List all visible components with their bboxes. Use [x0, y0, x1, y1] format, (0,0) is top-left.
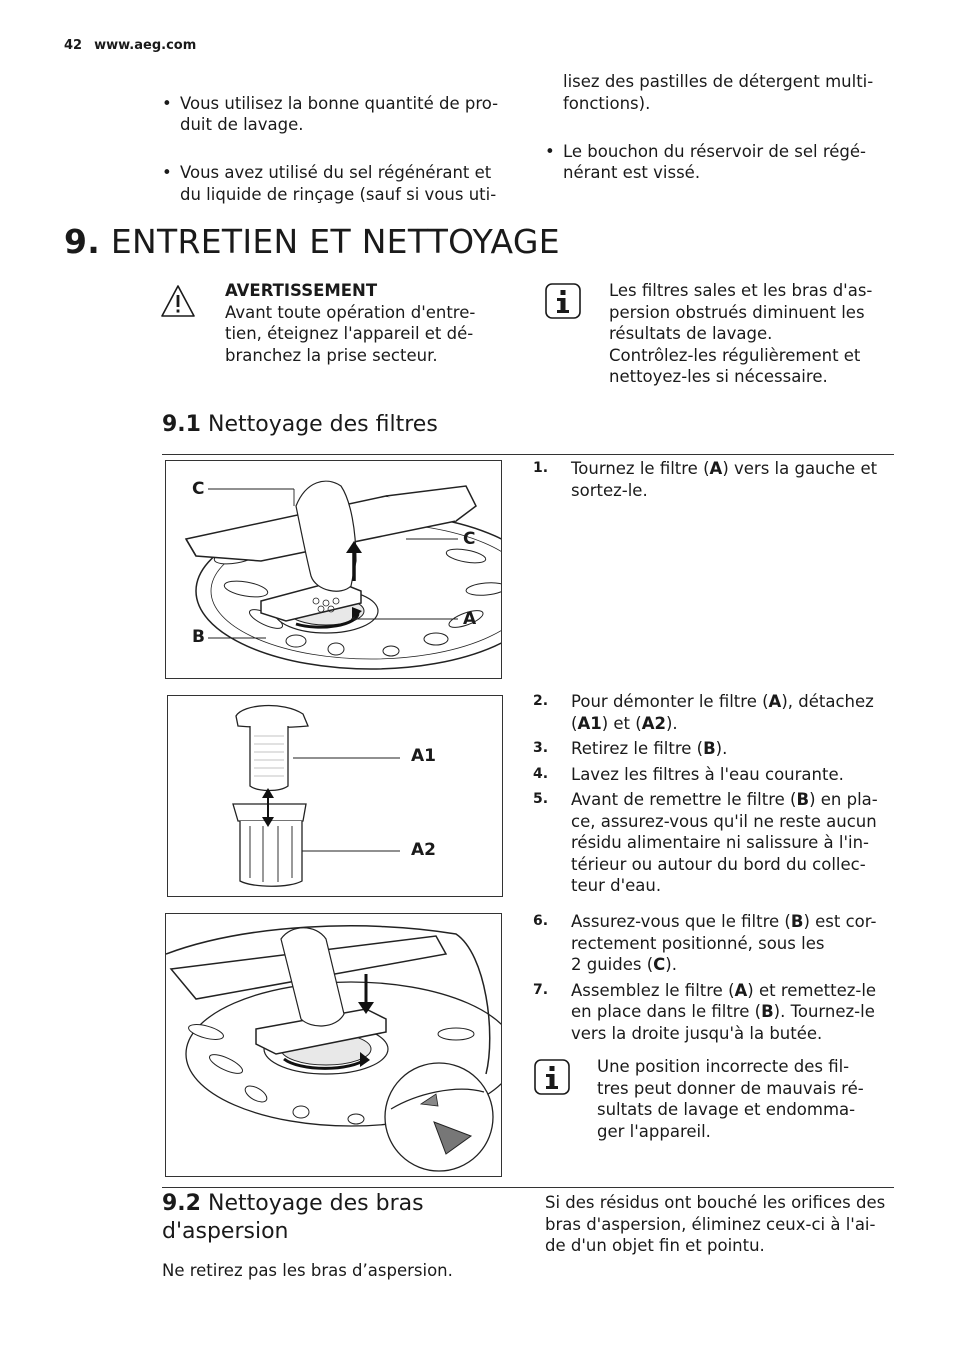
- label-a2: A2: [411, 840, 436, 860]
- subsection-title: [162, 411, 438, 439]
- step-item: 4. Lavez les filtres à l'eau courante.: [533, 764, 844, 784]
- label-c: C: [192, 479, 205, 499]
- subsection-title-text: Nettoyage des filtres: [207, 412, 438, 437]
- step-number: 4.: [533, 765, 549, 782]
- divider: [162, 1187, 894, 1188]
- step-item: 2. Pour démonter le filtre (A), détachez (A1) et (A2).: [533, 692, 874, 733]
- filter-parts-illustration: [168, 696, 502, 896]
- section-title-text: ENTRETIEN ET NETTOYAGE: [110, 222, 560, 261]
- subsection-number: 9.2: [162, 1191, 201, 1216]
- step-item: 5. Avant de remettre le filtre (B) en pla- ce, assurez-vous qu'il ne reste aucun résidu alimentaire ni salissure à l'in- térieur ou autour du bord du collec- teur d'eau.: [533, 790, 878, 895]
- subsection-number: 9.1: [162, 412, 201, 437]
- info-text: Les filtres sales et les bras d'as- persion obstrués diminuent les résultats de lavage. Contrôlez-les régulièrement et nettoyez-les si nécessaire.: [609, 281, 873, 386]
- step-number: 1.: [533, 460, 549, 476]
- step-number: 2.: [533, 693, 549, 709]
- step-number: 3.: [533, 740, 549, 756]
- subsection-left-text: Ne retirez pas les bras d’aspersion.: [162, 1261, 453, 1280]
- filter-removal-illustration: [166, 461, 501, 678]
- label-a1: A1: [411, 746, 436, 766]
- label-a: A: [463, 609, 477, 629]
- step-item: 1. Tournez le filtre (A) vers la gauche et sortez-le.: [533, 459, 878, 500]
- intro-bullet: • Vous avez utilisé du sel régénérant et du liquide de rinçage (sauf si vous uti-: [162, 162, 522, 205]
- subsection-title: [162, 1190, 502, 1246]
- section-title: [64, 222, 560, 261]
- warning-block: [225, 280, 525, 366]
- info-icon: [534, 1059, 570, 1095]
- warning-title: AVERTISSEMENT: [225, 281, 378, 300]
- intro-bullet: • Vous utilisez la bonne quantité de pro- duit de lavage.: [162, 93, 522, 136]
- figure-filter-removal: [165, 460, 502, 679]
- label-c: C: [463, 529, 476, 549]
- steps-group-2: [533, 691, 893, 901]
- warning-text: Avant toute opération d'entre- tien, éteignez l'appareil et dé- branchez la prise secteur.: [225, 302, 476, 365]
- intro-bullet: • Le bouchon du réservoir de sel régé- nérant est vissé.: [545, 141, 905, 184]
- page-number: 42: [64, 38, 83, 53]
- step-item: 6. Assurez-vous que le filtre (B) est cor- rectement positionné, sous les 2 guides (C).: [533, 912, 877, 974]
- info-icon: [545, 283, 581, 319]
- step-number: 7.: [533, 981, 549, 998]
- section-number: 9.: [64, 222, 101, 261]
- intro-left-column: [162, 71, 522, 232]
- subsection-title-text: Nettoyage des bras d'aspersion: [162, 1191, 424, 1244]
- filter-refit-illustration: [166, 914, 501, 1176]
- warning-icon: [160, 283, 196, 319]
- intro-right-column: [545, 71, 905, 210]
- divider: [162, 454, 894, 455]
- steps-group-1: [533, 458, 893, 505]
- subsection-right-text: Si des résidus ont bouché les orifices des bras d'aspersion, éliminez ceux-ci à l'ai- de d'un objet fin et pointu.: [545, 1193, 886, 1255]
- page-header: [64, 38, 196, 53]
- figure-filter-parts: [167, 695, 503, 897]
- intro-continuation: lisez des pastilles de détergent multi- fonctions).: [563, 72, 874, 113]
- steps-group-3: [533, 911, 893, 1048]
- step-item: 7. Assemblez le filtre (A) et remettez-le en place dans le filtre (B). Tournez-le vers la droite jusqu'à la butée.: [533, 980, 877, 1043]
- step-number: 5.: [533, 791, 549, 807]
- step-item: 3. Retirez le filtre (B).: [533, 739, 728, 758]
- info-text: Une position incorrecte des fil- tres peut donner de mauvais ré- sultats de lavage et endomma- ger l'appareil.: [597, 1057, 864, 1141]
- label-b: B: [192, 627, 205, 647]
- header-url: www.aeg.com: [94, 38, 197, 53]
- step-number: 6.: [533, 913, 549, 929]
- figure-filter-refit: [165, 913, 502, 1177]
